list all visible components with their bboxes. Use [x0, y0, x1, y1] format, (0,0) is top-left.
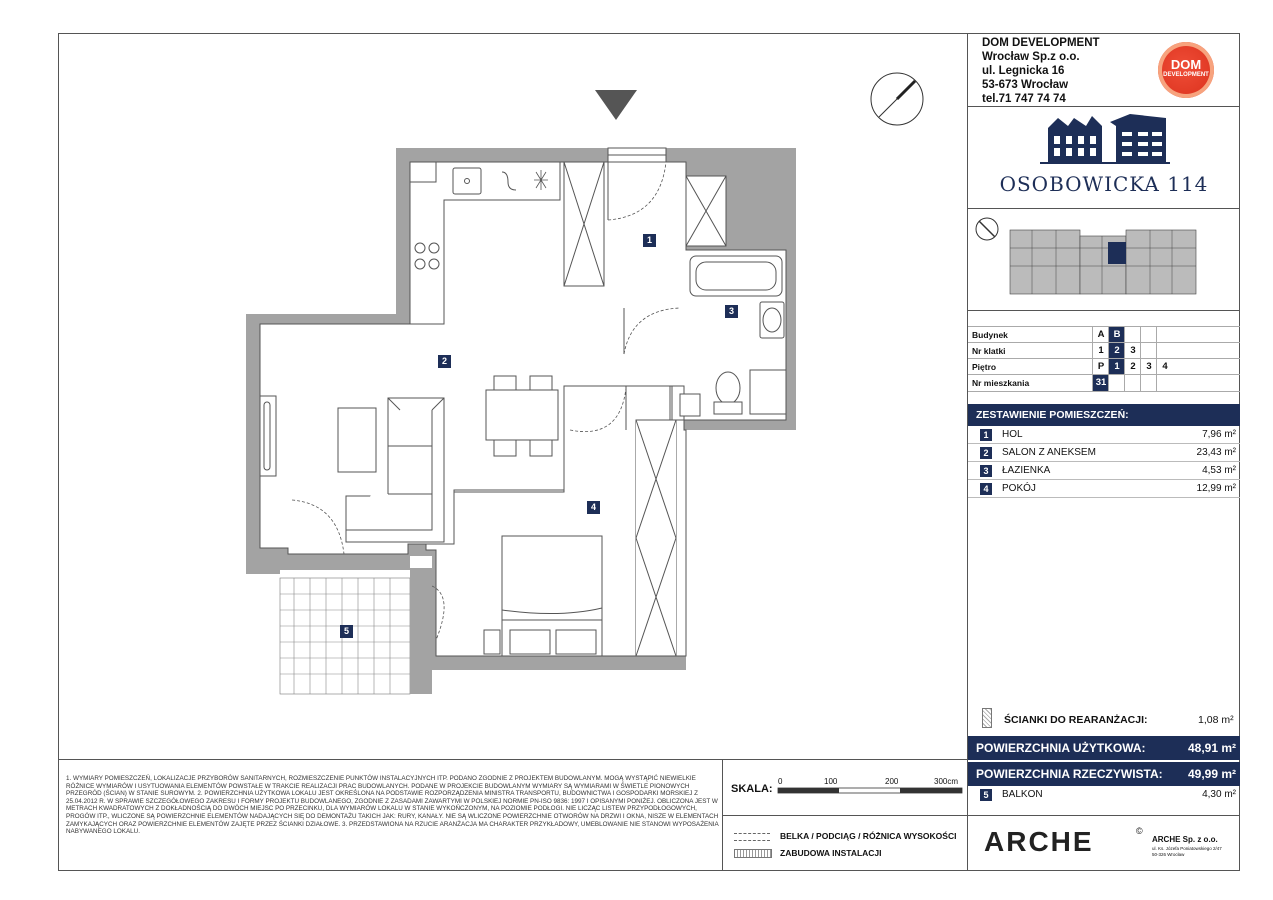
plan-label-5: 5 [340, 625, 353, 638]
project-title: OSOBOWICKA 114 [999, 172, 1209, 196]
copyright-icon: © [1136, 826, 1143, 836]
tv-unit [260, 396, 276, 476]
scale-label: SKALA: [731, 783, 773, 795]
notes-divider [58, 759, 967, 760]
floor-3: 3 [1140, 359, 1157, 375]
scale-tick-0: 0 [778, 777, 783, 786]
floor-1: 1 [1108, 359, 1125, 375]
key-plan-apartment-highlight [1108, 242, 1126, 264]
info-row-building: Budynek A B [968, 326, 1240, 343]
stair-2: 2 [1108, 343, 1125, 359]
apartment-number: 31 [1092, 375, 1109, 391]
floor-plan [240, 140, 810, 700]
company-street: ul. Legnicka 16 [982, 65, 1065, 77]
beam-legend-symbol [734, 833, 770, 841]
rearrangement-label: ŚCIANKI DO REARANŻACJI: [1004, 714, 1148, 726]
usable-area: POWIERZCHNIA UŻYTKOWA: 48,91 m² [968, 736, 1240, 760]
company-phone: tel.71 747 74 74 [982, 93, 1066, 105]
title-split-3 [967, 310, 1240, 311]
company-city: 53-673 Wrocław [982, 79, 1069, 91]
rearrangement-value: 1,08 m² [1198, 714, 1234, 726]
floor-4: 4 [1156, 359, 1173, 375]
architect-name: ARCHE Sp. z o.o. [1152, 835, 1218, 844]
compass-north-icon [866, 68, 928, 130]
plan-label-3: 3 [725, 305, 738, 318]
plan-label-4: 4 [587, 501, 600, 514]
plan-label-1: 1 [643, 234, 656, 247]
balcony-row: 5 BALKON 4,30 m² [968, 788, 1240, 803]
title-split-1 [967, 106, 1240, 107]
architect-address-2: 50-326 Wrocław [1152, 852, 1185, 857]
bed [484, 536, 602, 656]
arche-logo: ARCHE [984, 826, 1094, 857]
legal-notes: 1. WYMIARY POMIESZCZEŃ, LOKALIZACJE PRZYBORÓW SANITARNYCH, ROZMIESZCZENIE PUNKTÓW INSTALACYJNYCH ITP. PODANO ZGODNIE Z PROJEKTEM BUDOWLANYM. MOGĄ WYSTĄPIĆ NIEWIELKIE RÓŻNICE WYMIARÓW I USYTUOWANIA ELEMENTÓW POWSTAŁE W TRAKCIE REALIZACJI PRAC BUDOWLANYCH. PODANE W PROJEKCIE BUDOWLANYM WYMIARY SĄ WYMIARAMI W ŚWIETLE PIONOWYCH PRZEGRÓD (ŚCIAN) W STANIE SUROWYM. 2. POWIERZCHNIA UŻYTKOWA LOKALU JEST OKREŚLONA NA PODSTAWIE ROZPORZĄDZENIA MINISTRA TRANSPORTU, BUDOWNICTWA I GOSPODARKI MORSKIEJ Z 25.04.2012 R. W SPRAWIE SZCZEGÓŁOWEGO ZAKRESU I FORMY PROJEKTU BUDOWLANEGO, ZGODNIE Z ZASADAMI ZAWARTYMI W POLSKIEJ NORMIE PN-ISO 9836: 1997 I OPISANYMI PONIŻEJ. OBLICZONA JEST W METRACH KWADRATOWYCH Z DOKŁADNOŚCIĄ DO DWÓCH MIEJSC PO PRZECINKU, DLA WYMIARÓW LOKALU W STANIE WYKOŃCZONYM, NA POZIOMIE PODŁOGI. NIE LICZĄC LISTEW PRZYPODŁOGOWYCH, PROGÓW ITP., WLICZONE SĄ POWIERZCHNIE ELEMENTÓW NADAJĄCYCH SIĘ DO DEMONTAŻU TAKICH JAK: RURY, KANAŁY. NIE SĄ WLICZONE POWIERZCHNIE OTWORÓW NA DRZWI I OKNA, NISZE W ELEMENTACH ZAMYKAJĄCYCH ORAZ POWIERZCHNIE ELEMENTÓW ZAJĘTE PRZEZ ŚCIANKI DZIAŁOWE. 3. PRZEDSTAWIONA NA RZUCIE ARANŻACJA MA CHARAKTER PRZYKŁADOWY, UMEBLOWANIE NIE STANOWI WYPOSAŻENIA NABYWANEGO LOKALU. [66, 775, 719, 836]
scale-tick-100: 100 [824, 777, 838, 786]
building-a: A [1092, 327, 1109, 343]
building-illustration [1040, 112, 1170, 166]
title-split-4 [967, 815, 1240, 816]
stair-1: 1 [1092, 343, 1109, 359]
key-plan [972, 214, 1236, 306]
info-row-floor: Piętro P 1 2 3 4 [968, 358, 1240, 375]
room-row: 1 HOL 7,96 m² [968, 428, 1240, 444]
title-split-2 [967, 208, 1240, 209]
info-row-apartment: Nr mieszkania 31 [968, 374, 1240, 392]
building-b: B [1108, 327, 1125, 343]
rearrangement-swatch [982, 708, 992, 728]
beam-legend-label: BELKA / PODCIĄG / RÓŻNICA WYSOKOŚCI [780, 831, 957, 841]
company-info [982, 36, 1100, 106]
scale-tick-300: 300cm [934, 777, 959, 786]
rooms-header: ZESTAWIENIE POMIESZCZEŃ: [968, 404, 1240, 426]
room-row: 4 POKÓJ 12,99 m² [968, 482, 1240, 498]
floor-2: 2 [1124, 359, 1141, 375]
plan-label-2: 2 [438, 355, 451, 368]
stair-3: 3 [1124, 343, 1141, 359]
room-row: 3 ŁAZIENKA 4,53 m² [968, 464, 1240, 480]
scale-tick-200: 200 [885, 777, 899, 786]
company-name: DOM DEVELOPMENT [982, 37, 1100, 49]
key-plan-compass-icon [976, 218, 998, 240]
sofa [338, 398, 444, 542]
installation-legend-symbol [734, 849, 772, 858]
legend-split [722, 815, 967, 816]
entrance-arrow-icon [593, 88, 639, 122]
company-branch: Wrocław Sp.z o.o. [982, 51, 1080, 63]
floor-p: P [1092, 359, 1109, 375]
actual-area: POWIERZCHNIA RZECZYWISTA: 49,99 m² [968, 762, 1240, 786]
info-row-stair: Nr klatki 1 2 3 [968, 342, 1240, 359]
room-row: 2 SALON Z ANEKSEM 23,43 m² [968, 446, 1240, 462]
window-top [608, 148, 666, 162]
dom-development-logo: DOM DEVELOPMENT [1158, 42, 1214, 98]
architect-address-1: ul. Ks. Józefa Poniatowskiego 2/47 [1152, 846, 1222, 851]
wardrobe-bedroom [636, 420, 676, 656]
installation-legend-label: ZABUDOWA INSTALACJI [780, 848, 882, 858]
